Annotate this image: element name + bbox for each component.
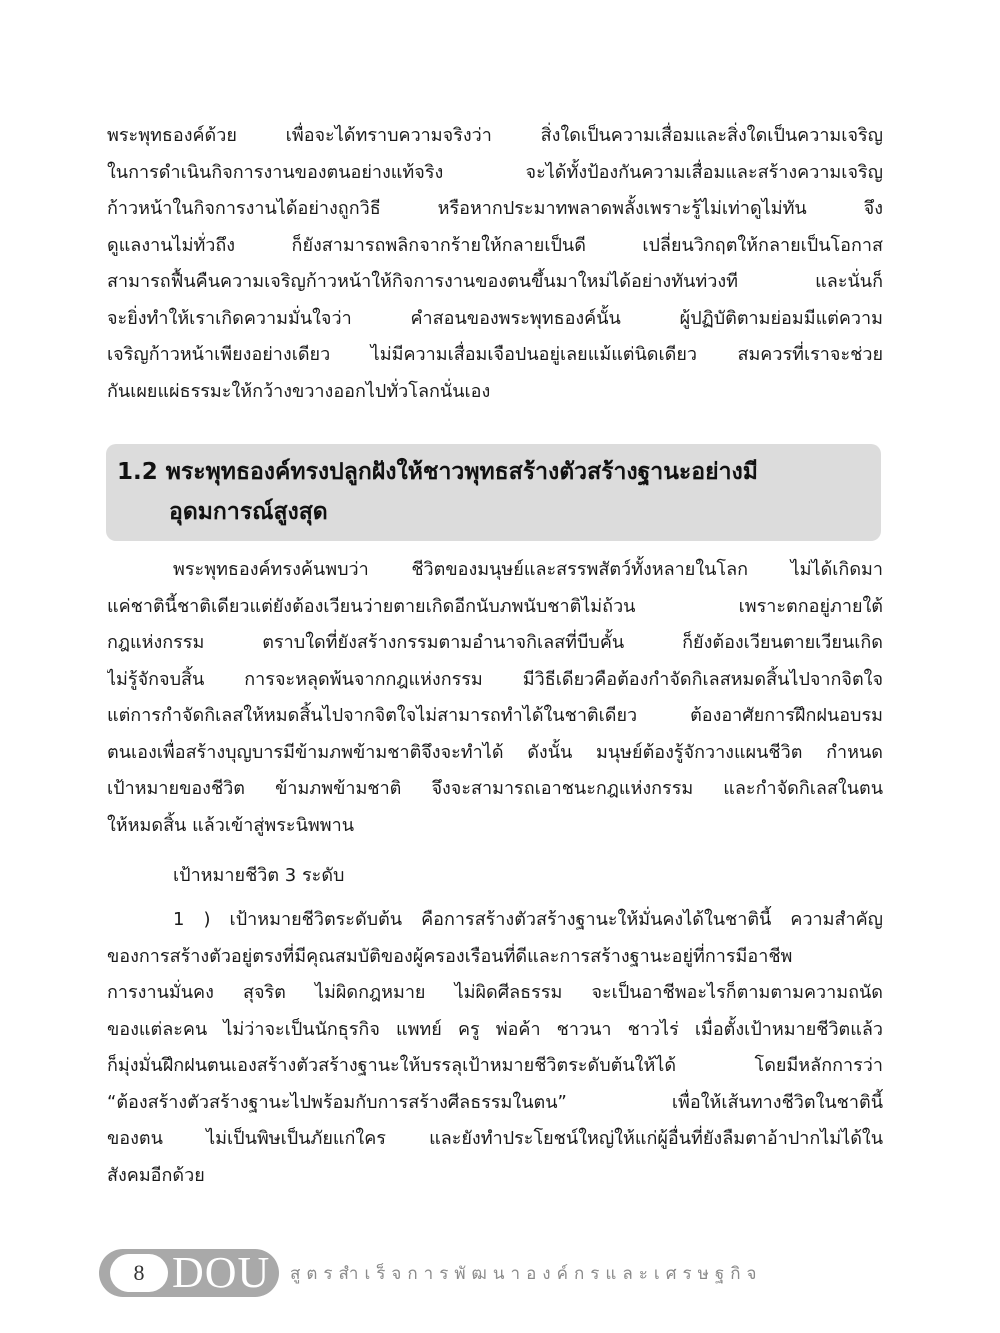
life-goals-heading-block	[107, 858, 883, 895]
text-line: ของตน ไม่เป็นพิษเป็นภัยแก่ใคร และยังทำประโยชน์ใหญ่ให้แก่ผู้อื่นที่ยังลืมตาอ้าปากไม่ได้ใน	[107, 1128, 883, 1149]
text-line: ดูแลงานไม่ทั่วถึง ก็ยังสามารถพลิกจากร้ายให้กลายเป็นดี เปลี่ยนวิกฤตให้กลายเป็นโอกาส	[107, 234, 883, 256]
section-heading-line-1: 1.2 พระพุทธองค์ทรงปลูกฝังให้ชาวพุทธสร้างตัวสร้างฐานะอย่างมี	[117, 459, 758, 485]
text-line: พระพุทธองค์ด้วย เพื่อจะได้ทราบความจริงว่า สิ่งใดเป็นความเสื่อมและสิ่งใดเป็นความเจริญ	[107, 125, 883, 146]
book-title: สูตรสำเร็จการพัฒนาองค์กรและเศรษฐกิจ	[290, 1264, 763, 1284]
text-line: จะยิ่งทำให้เราเกิดความมั่นใจว่า คำสอนของพระพุทธองค์นั้น ผู้ปฏิบัติตามย่อมมีแต่ความ	[107, 307, 883, 329]
text-line: ไม่รู้จักจบสิ้น การจะหลุดพ้นจากกฎแห่งกรรม มีวิธีเดียวคือต้องกำจัดกิเลสหมดสิ้นไปจากจิตใจ	[107, 668, 883, 690]
text-line: แค่ชาตินี้ชาติเดียวแต่ยังต้องเวียนว่ายตายเกิดอีกนับภพนับชาติไม่ถ้วน เพราะตกอยู่ภายใต้	[107, 595, 883, 617]
text-line: สังคมอีกด้วย	[107, 1164, 205, 1186]
life-goals-heading: เป้าหมายชีวิต 3 ระดับ	[173, 865, 345, 886]
section-heading-line-2: อุดมการณ์สูงสุด	[169, 499, 328, 525]
text-line: กฎแห่งกรรม ตราบใดที่ยังสร้างกรรมตามอำนาจกิเลสที่บีบคั้น ก็ยังต้องเวียนตายเวียนเกิด	[107, 632, 883, 653]
text-line: ในการดำเนินกิจการงานของตนอย่างแท้จริง จะได้ทั้งป้องกันความเสื่อมและสร้างความเจริญ	[107, 161, 883, 183]
text-line: ตนเองเพื่อสร้างบุญบารมีข้ามภพข้ามชาติจึงจะทำได้ ดังนั้น มนุษย์ต้องรู้จักวางแผนชีวิต กำหนด	[107, 741, 883, 763]
section-heading	[117, 452, 857, 532]
text-line: ของแต่ละคน ไม่ว่าจะเป็นนักธุรกิจ แพทย์ ครู พ่อค้า ชาวนา ชาวไร่ เมื่อตั้งเป้าหมายชีวิตแล้ว	[107, 1018, 883, 1040]
text-line: กันเผยแผ่ธรรมะให้กว้างขวางออกไปทั่วโลกนั่นเอง	[107, 380, 491, 402]
text-line: ให้หมดสิ้น แล้วเข้าสู่พระนิพพาน	[107, 814, 355, 836]
text-line: เป้าหมายของชีวิต ข้ามภพข้ามชาติ จึงจะสามารถเอาชนะกฎแห่งกรรม และกำจัดกิเลสในตน	[107, 778, 883, 799]
text-line: เจริญก้าวหน้าเพียงอย่างเดียว ไม่มีความเสื่อมเจือปนอยู่เลยแม้แต่นิดเดียว สมควรที่เราจะช่วย	[107, 344, 883, 365]
paragraph-3	[107, 902, 883, 1194]
page-number: 8	[110, 1254, 168, 1292]
text-line: การงานมั่นคง สุจริต ไม่ผิดกฎหมาย ไม่ผิดศีลธรรม จะเป็นอาชีพอะไรก็ตามตามความถนัด	[107, 982, 883, 1003]
dou-logo: DOU	[172, 1248, 271, 1297]
text-line: สามารถฟื้นคืนความเจริญก้าวหน้าให้กิจการงานของตนขึ้นมาใหม่ได้อย่างทันท่วงที และนั่นก็	[107, 271, 883, 292]
text-line: “ต้องสร้างตัวสร้างฐานะไปพร้อมกับการสร้างศีลธรรมในตน” เพื่อให้เส้นทางชีวิตในชาตินี้	[107, 1091, 883, 1113]
text-line: พระพุทธองค์ทรงค้นพบว่า ชีวิตของมนุษย์และสรรพสัตว์ทั้งหลายในโลก ไม่ได้เกิดมา	[173, 559, 883, 580]
text-line: 1 ) เป้าหมายชีวิตระดับต้น คือการสร้างตัวสร้างฐานะให้มั่นคงได้ในชาตินี้ ความสำคัญ	[173, 909, 883, 930]
text-line: ก้าวหน้าในกิจการงานได้อย่างถูกวิธี หรือหากประมาทพลาดพลั้งเพราะรู้ไม่เท่าดูไม่ทัน จึง	[107, 198, 883, 219]
text-line: ก็มุ่งมั่นฝึกฝนตนเองสร้างตัวสร้างฐานะให้บรรลุเป้าหมายชีวิตระดับต้นให้ได้ โดยมีหลักการว่า	[107, 1055, 883, 1076]
text-line: แต่การกำจัดกิเลสให้หมดสิ้นไปจากจิตใจไม่สามารถทำได้ในชาติเดียว ต้องอาศัยการฝึกฝนอบรม	[107, 705, 883, 726]
paragraph-1	[107, 118, 883, 410]
text-line: ของการสร้างตัวอยู่ตรงที่มีคุณสมบัติของผู้ครองเรือนที่ดีและการสร้างฐานะอยู่ที่การมีอาชีพ	[107, 945, 793, 967]
paragraph-2	[107, 552, 883, 844]
